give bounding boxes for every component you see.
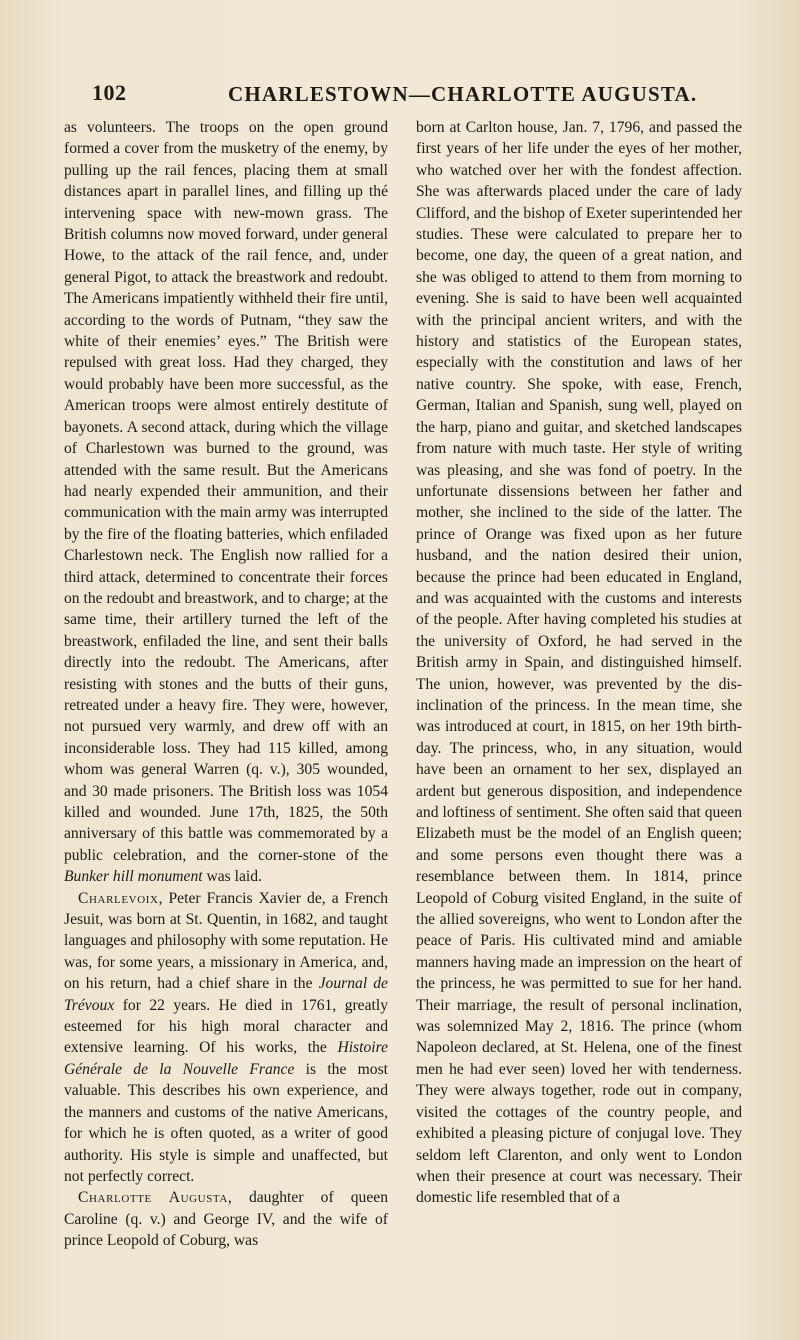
page-number: 102 bbox=[92, 80, 127, 105]
italic-term: Bunker hill monument bbox=[64, 868, 203, 886]
entry-heading: Charlevoix bbox=[78, 889, 159, 907]
entry-heading: Charlotte Augusta bbox=[78, 1189, 228, 1207]
paragraph-text: as volunteers. The troops on the open ground formed a cover from the musketry of the enemy, by pulling up the rail fences, placing them at small distances apart in parallel lines, and filling up thé intervening space with new-mown grass. The British columns now moved forward, under general Howe, to the attack of the rail fence, and, under general Pigot, to attack the breastwork and redoubt. The Americans impatiently withheld their fire until, according to the words of Putnam, “they saw the white of their enemies’ eyes.” The British were repulsed with great loss. Had they charged, they would probably have been more successful, as the American troops were almost entirely destitute of bayonets. A second attack, during which the village of Charlestown was burned to the ground, was attended with the same result. But the Americans had nearly expended their ammunition, and their communication with the main army was interrupted by the fire of the floating batteries, which enfiladed Charlestown neck. The English now rallied for a third attack, determined to concentrate their forces on the redoubt and breastwork, and to charge; at the same time, their artillery turned the left of the breastwork, enfiladed the line, and sent their balls directly into the redoubt. The Americans, after resisting with stones and the butts of their guns, retreated under a heavy fire. They were, however, not pursued very warmly, and drew off with an inconsiderable loss. They had 115 killed, among whom was general Warren (q. v.), 305 wounded, and 30 made prisoners. The British loss was 1054 killed and wounded. June 17th, 1825, the 50th anniversary of this battle was commemorated by a public celebration, and the corner-stone of the bbox=[64, 119, 388, 864]
paragraph-text: , daughter of queen Caroline (q. v.) and George IV, and the wife of prince Leopold of Coburg, was bbox=[64, 1189, 388, 1250]
italic-term: Histoire Générale de la Nouvelle France bbox=[64, 1039, 388, 1078]
running-title: CHARLESTOWN—CHARLOTTE AUGUSTA. bbox=[228, 82, 698, 106]
paragraph-bunker-hill bbox=[64, 117, 388, 888]
paragraph-charlotte-continued: born at Carlton house, Jan. 7, 1796, and passed the first years of her life under the eyes of her mother, who watched over her with the fondest affection. She was afterwards placed under the care of lady Clifford, and the bishop of Exeter superintended her studies. These were calculated to prepare her to become, one day, the queen of a great nation, and she was obliged to attend to them from morning to evening. She is said to have been well acquainted with the principal ancient writers, and with the history and statistics of the European states, especially with the constitution and laws of her native country. She spoke, with ease, French, German, Italian and Spanish, sung well, played on the harp, piano and guitar, and sketched landscapes from nature with much taste. Her style of writing was pleasing, and she was fond of poetry. In the unfortunate dissensions between her father and mother, she inclined to the side of the latter. The prince of Orange was fixed upon as her future husband, and the nation desired their union, because the prince had been educated in England, and was acquainted with the customs and interests of the people. After having completed his studies at the university of Oxford, he had served in the British army in Spain, and distinguished himself. The union, however, was prevented by the disinclination of the princess. In the mean time, she was introduced at court, in 1815, on her 19th birth-day. The princess, who, in any situation, would have been an ornament to her sex, displayed an ardent but generous disposition, and independence and loftiness of sentiment. She often said that queen Elizabeth must be the model of an English queen; and some persons even thought there was a resemblance between them. In 1814, prince Leopold of Coburg visited England, in the suite of the allied sovereigns, who went to London after the peace of Paris. His cultivated mind and amiable manners having made an impression on the heart of the princess, he was permitted to sue for her hand. Their marriage, the result of personal inclination, was solemnized May 2, 1816. The prince (whom Napoleon declared, at St. Helena, one of the finest men he had ever seen) loved her with tenderness. They were always together, rode out in company, visited the cottages of the country people, and exhibited a pleasing picture of conjugal love. They seldom left Clarenton, and only went to London when their presence at court was necessary. Their domestic life resembled that of a bbox=[416, 119, 742, 1207]
paragraph-text: was laid. bbox=[202, 868, 262, 886]
page-header bbox=[92, 80, 732, 112]
right-column bbox=[416, 117, 742, 1209]
left-column bbox=[64, 117, 388, 1252]
entry-charlotte-augusta bbox=[64, 1187, 388, 1251]
italic-term: Journal de Trévoux bbox=[64, 975, 388, 1014]
paragraph-text: , Peter Francis Xavier de, a French Jesuit, was born at St. Quentin, in 1682, and taught languages and philosophy with some reputation. He was, for some years, a missionary in America, and, on his return, had a chief share in the bbox=[64, 889, 388, 993]
paragraph-text: for 22 years. He died in 1761, greatly esteemed for his high moral character and extensive learning. Of his works, the bbox=[64, 996, 388, 1057]
entry-charlevoix bbox=[64, 888, 388, 1188]
paragraph-text: is the most valuable. This describes his own experience, and the manners and customs of the native Americans, for which he is often quoted, as a writer of good authority. His style is simple and unaffected, but not perfectly correct. bbox=[64, 1060, 388, 1185]
